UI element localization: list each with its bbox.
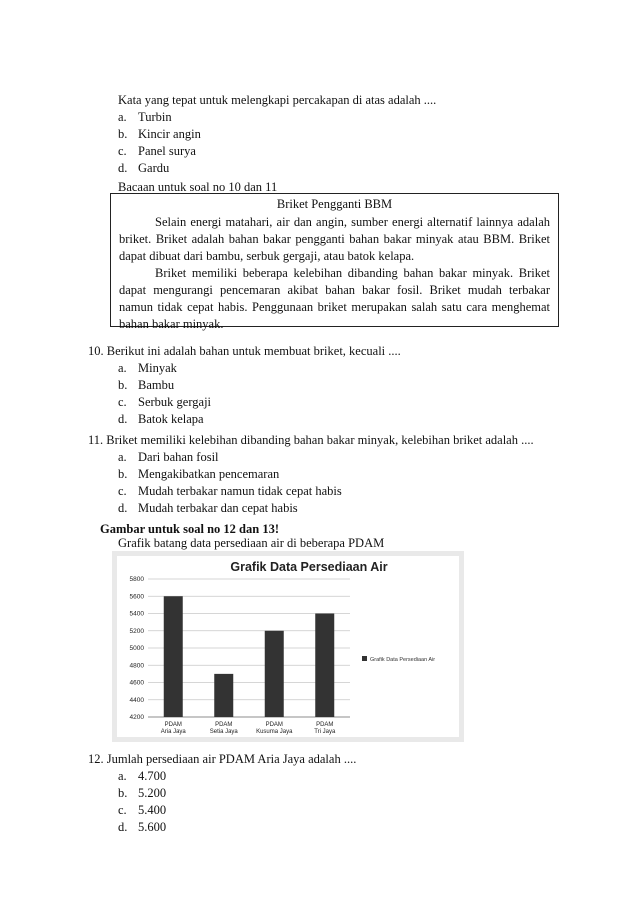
q9-option-letter: d. <box>118 161 128 175</box>
q12-option-text: 4.700 <box>138 769 167 783</box>
chart-x-tick-label: Tri Jaya <box>314 729 336 735</box>
q9-option-letter: a. <box>118 110 127 124</box>
q10-option-letter: b. <box>118 378 128 392</box>
q10-option-letter: d. <box>118 412 128 426</box>
chart-bar <box>315 614 334 718</box>
q10-stem: 10. Berikut ini adalah bahan untuk membuat briket, kecuali .... <box>88 344 401 358</box>
q11-option-text: Mudah terbakar dan cepat habis <box>138 501 298 515</box>
chart-x-tick-label: PDAM <box>215 722 233 728</box>
image-caption: Grafik batang data persediaan air di beberapa PDAM <box>118 536 385 550</box>
q11-option-letter: a. <box>118 450 127 464</box>
q12-option-letter: c. <box>118 803 127 817</box>
chart-title: Grafik Data Persediaan Air <box>230 560 388 574</box>
chart-y-tick-label: 4800 <box>129 662 144 670</box>
q11-stem: 11. Briket memiliki kelebihan dibanding bahan bakar minyak, kelebihan briket adalah .... <box>88 433 534 447</box>
q12-stem: 12. Jumlah persediaan air PDAM Aria Jaya adalah .... <box>88 752 357 766</box>
chart-y-tick-label: 4400 <box>129 696 144 704</box>
chart-y-tick-label: 5000 <box>129 645 144 652</box>
q10-option-letter: c. <box>118 395 127 409</box>
chart-legend <box>362 656 435 663</box>
chart-x-tick-label: Setia Jaya <box>209 729 238 735</box>
q11-option-text: Dari bahan fosil <box>138 450 219 464</box>
reading-box <box>110 193 559 331</box>
q11-option-text: Mengakibatkan pencemaran <box>138 467 280 481</box>
bar-chart <box>112 551 464 742</box>
q12-option-letter: d. <box>118 820 128 834</box>
q12-option-text: 5.600 <box>138 820 167 834</box>
q11-option-letter: b. <box>118 467 128 481</box>
chart-bar <box>164 596 183 717</box>
q11-option-letter: d. <box>118 501 128 515</box>
q12-option-letter: b. <box>118 786 128 800</box>
q9-option-text: Turbin <box>138 110 172 124</box>
chart-y-tick-label: 5200 <box>129 627 144 635</box>
chart-bar <box>265 631 284 717</box>
q10-option-text: Serbuk gergaji <box>138 395 212 409</box>
q9-option-text: Kincir angin <box>138 127 201 141</box>
chart-x-tick-label: PDAM <box>316 722 334 728</box>
q9-stem: Kata yang tepat untuk melengkapi percakapan di atas adalah .... <box>118 93 437 107</box>
chart-y-tick-label: 4600 <box>129 679 144 687</box>
legend-swatch <box>362 656 367 661</box>
q10-option-letter: a. <box>118 361 127 375</box>
reading-paragraph-2: Briket memiliki beberapa kelebihan dibanding bahan bakar minyak. Briket dapat mengurangi pencemaran akibat bahan bakar fosil. Briket mudah terbakar namun tidak cepat habis. Penggunaan briket merupakan salah satu cara menghemat bahan bakar minyak. <box>119 266 550 331</box>
q9-option-text: Gardu <box>138 161 170 175</box>
q11-option-text: Mudah terbakar namun tidak cepat habis <box>138 484 342 498</box>
chart-bar <box>214 674 233 717</box>
q9-option-text: Panel surya <box>138 144 196 158</box>
chart-y-tick-label: 5600 <box>129 593 144 601</box>
image-heading: Gambar untuk soal no 12 dan 13! <box>100 522 279 536</box>
chart-y-ticks <box>130 576 145 721</box>
chart-x-tick-label: PDAM <box>164 722 182 728</box>
chart-x-tick-label: PDAM <box>265 722 283 728</box>
q9-option-letter: c. <box>118 144 127 158</box>
legend-label: Grafik Data Persediaan Air <box>370 657 436 663</box>
q9-option-letter: b. <box>118 127 128 141</box>
reading-paragraph-1: Selain energi matahari, air dan angin, sumber energi alternatif lainnya adalah briket. Briket adalah bahan bakar pengganti bahan bakar minyak atau BBM. Briket dapat dibuat dari bambu, serbuk gergaji, atau batok kelapa. <box>119 215 550 263</box>
chart-x-tick-label: Aria Jaya <box>160 729 186 735</box>
q11-option-letter: c. <box>118 484 127 498</box>
q10-option-text: Minyak <box>138 361 177 375</box>
reading-intro: Bacaan untuk soal no 10 dan 11 <box>118 180 278 194</box>
chart-y-tick-label: 5800 <box>129 576 144 583</box>
q12-option-text: 5.400 <box>138 803 167 817</box>
chart-x-tick-label: Kusuma Jaya <box>256 729 293 735</box>
bar-chart-svg <box>112 551 464 742</box>
q10-option-text: Batok kelapa <box>138 412 204 426</box>
q12-option-text: 5.200 <box>138 786 167 800</box>
q12-option-letter: a. <box>118 769 127 783</box>
chart-y-tick-label: 5400 <box>129 610 144 618</box>
reading-box-title: Briket Pengganti BBM <box>276 197 393 211</box>
q10-option-text: Bambu <box>138 378 175 392</box>
chart-y-tick-label: 4200 <box>129 714 144 721</box>
